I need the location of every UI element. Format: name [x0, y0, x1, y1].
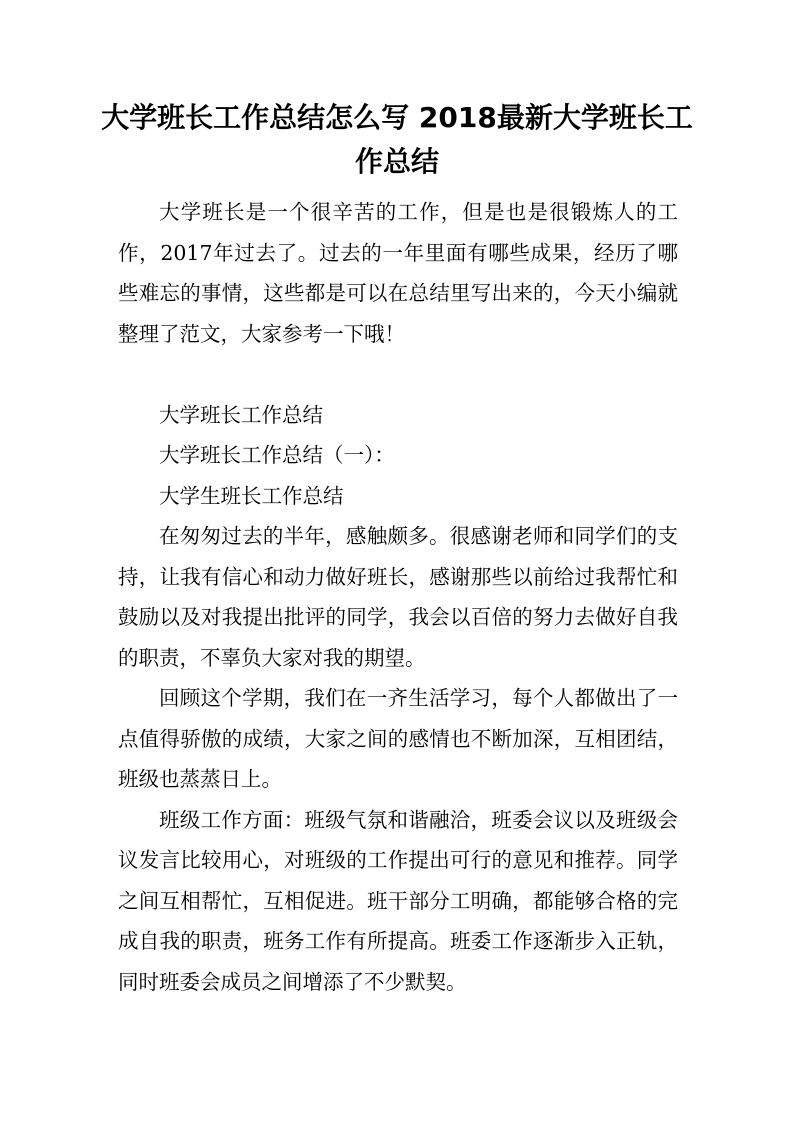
essay-title: 大学生班长工作总结: [159, 483, 344, 508]
document-title: 大学班长工作总结怎么写 2018最新大学班长工作总结: [101, 101, 693, 178]
body-paragraph: 在匆匆过去的半年，感触颇多。很感谢老师和同学们的支持，让我有信心和动力做好班长，感谢那些以前给过我帮忙和鼓励以及对我提出批评的同学，我会以百倍的努力去做好自我的职责，不辜负大家对我的期望。: [118, 524, 678, 670]
document-body: [118, 192, 678, 1002]
body-paragraph: 班级工作方面：班级气氛和谐融洽，班委会议以及班级会议发言比较用心，对班级的工作提出可行的意见和推荐。同学之间互相帮忙，互相促进。班干部分工明确，都能够合格的完成自我的职责，班务工作有所提高。班委工作逐渐步入正轨，同时班委会成员之间增添了不少默契。: [118, 807, 678, 994]
section-heading: 大学班长工作总结: [159, 402, 323, 427]
body-paragraph: 回顾这个学期，我们在一齐生活学习，每个人都做出了一点值得骄傲的成绩，大家之间的感情也不断加深，互相团结，班级也蒸蒸日上。: [118, 686, 678, 791]
section-subheading: 大学班长工作总结（一）：: [159, 443, 395, 467]
intro-paragraph: 大学班长是一个很辛苦的工作，但是也是很锻炼人的工作，2017年过去了。过去的一年里面有哪些成果，经历了哪些难忘的事情，这些都是可以在总结里写出来的，今天小编就整理了范文，大家参考一下哦！: [118, 200, 678, 346]
